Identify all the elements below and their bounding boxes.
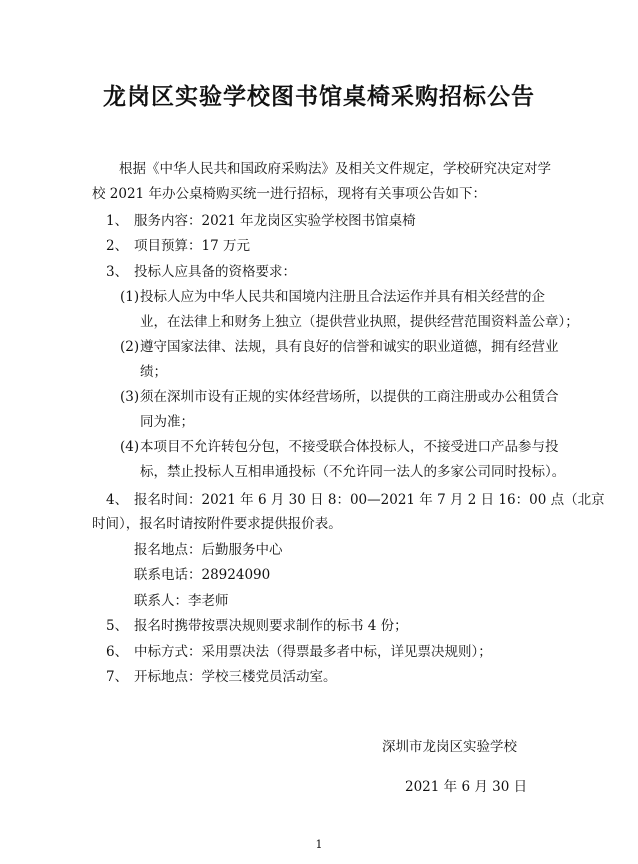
item-text: 开标地点：学校三楼党员活动室。 [134, 669, 337, 685]
item-4-line-2: 时间），报名时请按附件要求提供报价表。 [92, 516, 342, 532]
item-4-line-1 [106, 491, 605, 509]
item-number: 2、 [106, 238, 129, 254]
qualification-text: 投标人应为中华人民共和国境内注册且合法运作并具有相关经营的企 [140, 289, 545, 305]
signature-date: 2021 年 6 月 30 日 [405, 779, 528, 795]
item-number: 4、 [106, 492, 129, 508]
item-text: 报名时间：2021 年 6 月 30 日 8：00—2021 年 7 月 2 日 16：00 点（北京 [134, 492, 605, 508]
qualification-1-line-1 [120, 288, 545, 306]
registration-place: 报名地点：后勤服务中心 [134, 542, 283, 558]
item-text: 中标方式：采用票决法（得票最多者中标，详见票决规则）； [134, 644, 492, 660]
qualification-1-line-2: 业，在法律上和财务上独立（提供营业执照，提供经营范围资料盖公章）； [140, 314, 579, 330]
item-text: 报名时携带按票决规则要求制作的标书 4 份； [134, 618, 408, 634]
item-3 [106, 263, 296, 281]
qualification-4-line-1 [120, 438, 559, 456]
intro-line-2: 校 2021 年办公桌椅购买统一进行招标，现将有关事项公告如下： [92, 186, 486, 202]
item-number: 6、 [106, 644, 129, 660]
item-1 [106, 212, 416, 230]
qualification-4-line-2: 标，禁止投标人互相串通投标（不允许同一法人的多家公司同时投标）。 [140, 464, 566, 480]
item-text: 服务内容：2021 年龙岗区实验学校图书馆桌椅 [134, 213, 416, 229]
contact-phone: 联系电话：28924090 [134, 567, 271, 583]
item-number: 1、 [106, 213, 129, 229]
item-text: 投标人应具备的资格要求： [134, 264, 296, 280]
qualification-3-line-2: 同为准； [140, 414, 194, 430]
item-2 [106, 237, 250, 255]
intro-line-1: 根据《中华人民共和国政府采购法》及相关文件规定，学校研究决定对学 [119, 161, 551, 177]
qualification-number: (4) [120, 439, 140, 455]
qualification-text: 须在深圳市设有正规的实体经营场所，以提供的工商注册或办公租赁合 [140, 389, 559, 405]
item-number: 7、 [106, 669, 129, 685]
qualification-2-line-2: 绩； [140, 364, 167, 380]
item-5 [106, 617, 408, 635]
page-number: 1 [315, 838, 323, 851]
contact-person: 联系人：李老师 [134, 593, 229, 609]
qualification-number: (1) [120, 289, 140, 305]
qualification-number: (2) [120, 339, 140, 355]
item-number: 5、 [106, 618, 129, 634]
qualification-text: 遵守国家法律、法规，具有良好的信誉和诚实的职业道德，拥有经营业 [140, 339, 559, 355]
qualification-text: 本项目不允许转包分包，不接受联合体投标人，不接受进口产品参与投 [140, 439, 559, 455]
qualification-number: (3) [120, 389, 140, 405]
document-title: 龙岗区实验学校图书馆桌椅采购招标公告 [103, 84, 535, 110]
qualification-2-line-1 [120, 338, 559, 356]
item-7 [106, 668, 337, 686]
qualification-3-line-1 [120, 388, 559, 406]
item-text: 项目预算：17 万元 [134, 238, 250, 254]
item-number: 3、 [106, 264, 129, 280]
signature-organization: 深圳市龙岗区实验学校 [382, 739, 517, 755]
item-6 [106, 643, 492, 661]
